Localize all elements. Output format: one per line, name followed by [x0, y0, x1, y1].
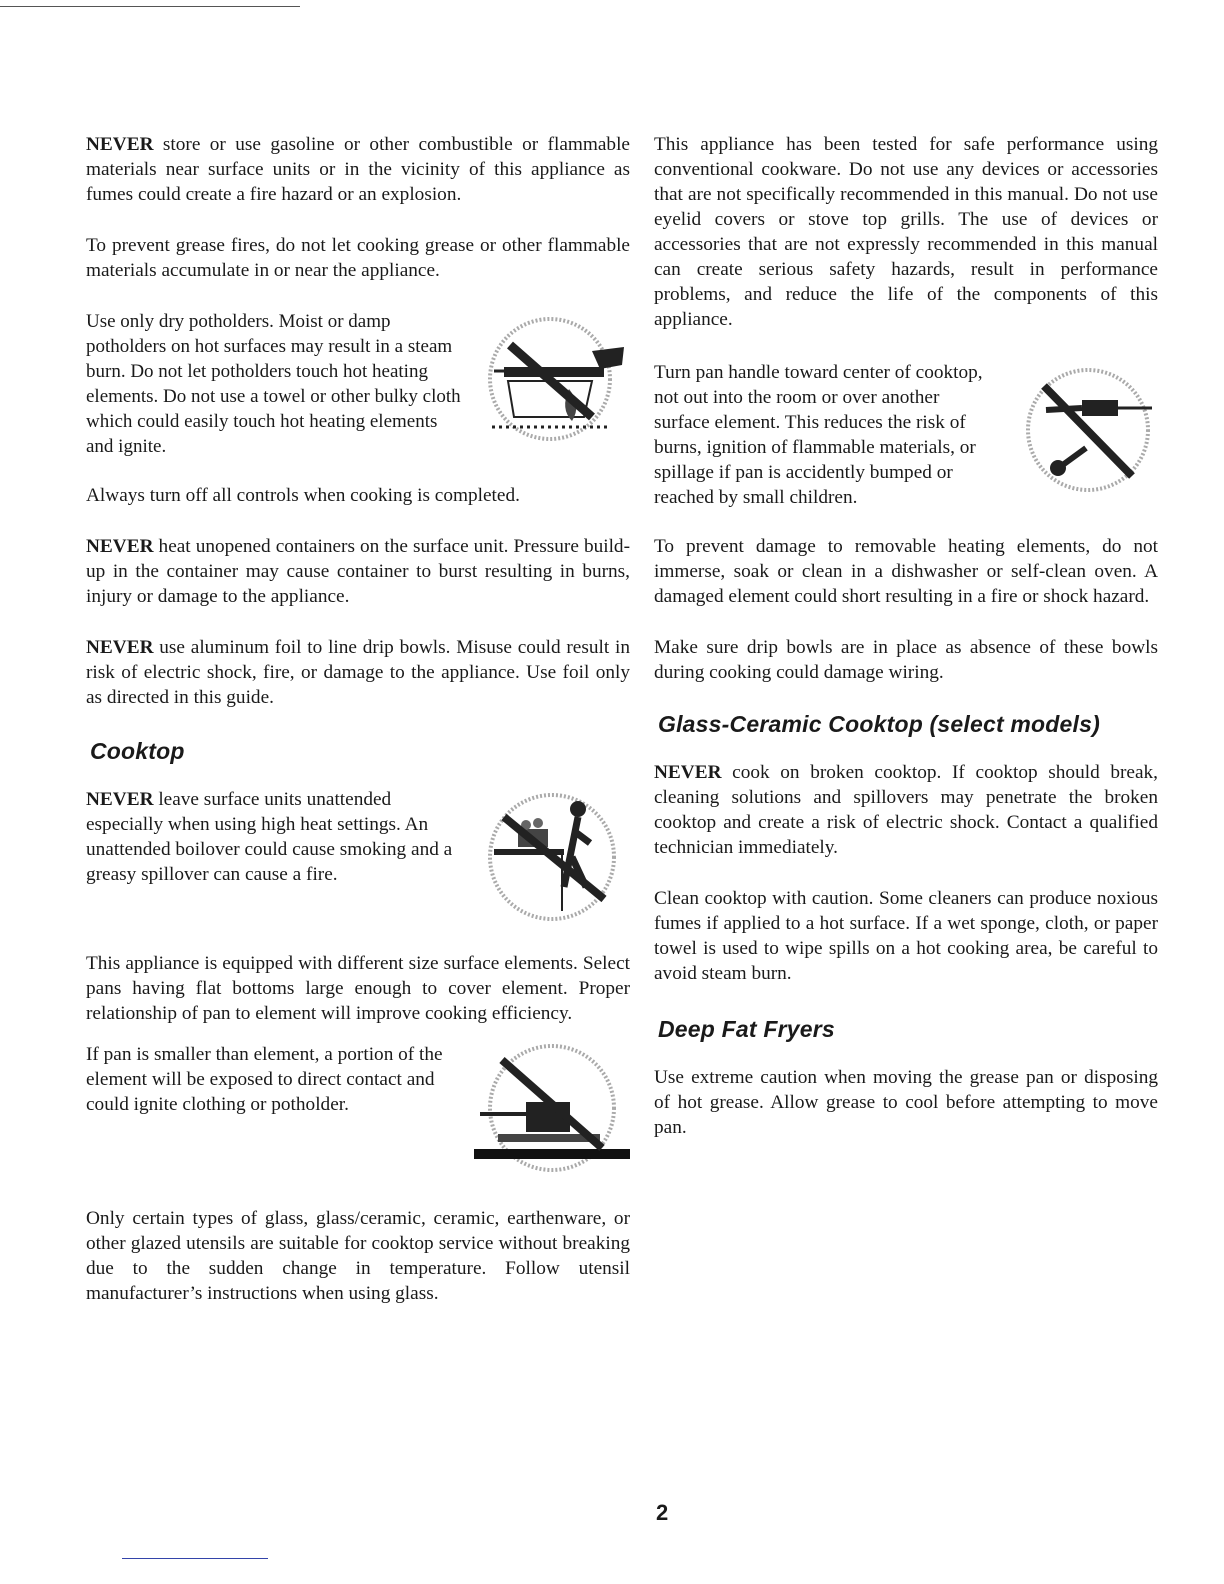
pan-handle-block [654, 360, 1158, 510]
no-small-pan-icon [474, 1042, 630, 1182]
warning-clean-cooktop: Clean cooktop with caution. Some cleaners can produce noxious fumes if applied to a hot surface. If a wet sponge, cloth, or paper towel is used to wipe spills on a hot cooking area, be careful to avoid steam burn. [654, 888, 1158, 984]
glass-ceramic-heading: Glass-Ceramic Cooktop (select models) [658, 711, 1100, 737]
info-surface-elements: This appliance is equipped with different size surface elements. Select pans having flat bottoms large enough to cover element. Proper relationship of pan to element will improve cooking efficiency. [86, 953, 630, 1024]
right-column [654, 132, 1158, 1166]
cooktop-heading: Cooktop [90, 738, 185, 764]
warning-grease-pan: Use extreme caution when moving the grease pan or disposing of hot grease. Allow grease to cool before attempting to move pan. [654, 1067, 1158, 1138]
warning-grease-fires: To prevent grease fires, do not let cooking grease or other flammable materials accumulate in or near the appliance. [86, 235, 630, 281]
never-label: NEVER [86, 789, 154, 810]
never-label: NEVER [86, 536, 154, 557]
warning-aluminum-foil-text: use aluminum foil to line drip bowls. Misuse could result in risk of electric shock, fire, or damage to the appliance. Use foil only as directed in this guide. [86, 637, 630, 708]
warning-removable-elements: To prevent damage to removable heating elements, do not immerse, soak or clean in a dishwasher or self-clean oven. A damaged element could short resulting in a fire or shock hazard. [654, 536, 1158, 607]
never-label: NEVER [86, 637, 154, 658]
warning-broken-cooktop-text: cook on broken cooktop. If cooktop should break, cleaning solutions and spillovers may penetrate the broken cooktop and create a risk of electric shock. Contact a qualified technician immediately. [654, 762, 1158, 858]
warning-unopened-containers-text: heat unopened containers on the surface unit. Pressure build-up in the container may cause container to burst resulting in burns, injury or damage to the appliance. [86, 536, 630, 607]
bottom-rule [122, 1558, 268, 1559]
potholder-block [86, 309, 630, 459]
never-label: NEVER [654, 762, 722, 783]
top-rule [0, 6, 300, 7]
small-pan-block [86, 1042, 630, 1182]
boilover-block [86, 787, 630, 927]
warning-gasoline-text: store or use gasoline or other combustible or flammable materials near surface units or in the vicinity of this appliance as fumes could create a fire hazard or an explosion. [86, 134, 630, 205]
left-column [86, 132, 630, 1332]
warning-broken-cooktop [654, 760, 1158, 860]
warning-pan-handle: Turn pan handle toward center of cooktop, not out into the room or over another surface element. This reduces the risk of burns, ignition of flammable materials, or spillage if pan is accidently bumped or reached by small children. [654, 362, 983, 508]
page-number: 2 [656, 1500, 669, 1525]
no-unattended-boilover-icon [474, 787, 630, 927]
no-potholder-icon [474, 309, 630, 449]
warning-turn-off-controls: Always turn off all controls when cooking is completed. [86, 485, 520, 506]
info-tested-cookware: This appliance has been tested for safe performance using conventional cookware. Do not use any devices or accessories that are not specifically recommended in this manual. Do not use eyelid covers or stove top grills. The use of devices or accessories that are not expressly recommended in this manual can create serious safety hazards, result in performance problems, and reduce the life of the components of this appliance. [654, 134, 1158, 330]
warning-aluminum-foil [86, 635, 630, 710]
warning-gasoline [86, 132, 630, 207]
deep-fat-fryers-heading: Deep Fat Fryers [658, 1016, 835, 1042]
warning-potholders: Use only dry potholders. Moist or damp potholders on hot surfaces may result in a steam burn. Do not let potholders touch hot heating elements. Do not use a towel or other bulky cloth which could easily touch hot heating elements and ignite. [86, 311, 461, 457]
info-glass-utensils: Only certain types of glass, glass/ceramic, ceramic, earthenware, or other glazed utensils are suitable for cooktop service without breaking due to the sudden change in temperature. Follow utensil manufacturer’s instructions when using glass. [86, 1208, 630, 1304]
never-label: NEVER [86, 134, 154, 155]
warning-unattended [86, 787, 464, 887]
warning-unopened-containers [86, 534, 630, 609]
warning-unattended-text: leave surface units unattended especially when using high heat settings. An unattended boilover could cause smoking and a greasy spillover can cause a fire. [86, 789, 453, 885]
no-pan-handle-out-icon [1002, 360, 1158, 500]
warning-small-pan: If pan is smaller than element, a portion of the element will be exposed to direct contact and could ignite clothing or potholder. [86, 1044, 443, 1115]
warning-drip-bowls: Make sure drip bowls are in place as absence of these bowls during cooking could damage wiring. [654, 637, 1158, 683]
